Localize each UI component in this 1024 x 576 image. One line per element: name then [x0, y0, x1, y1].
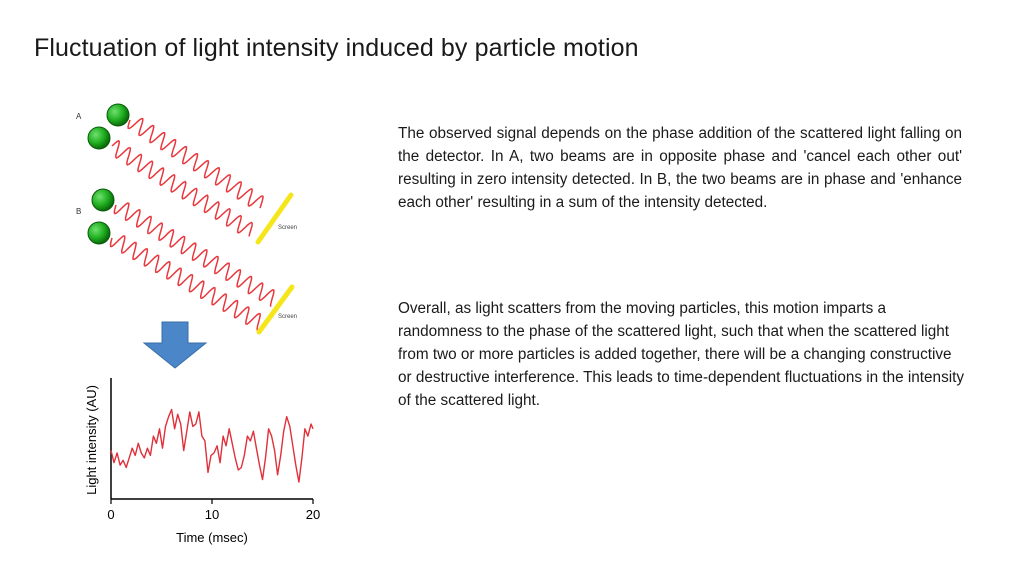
particle-b2	[88, 222, 110, 244]
x-tick-labels	[107, 507, 320, 522]
particle-a2	[88, 127, 110, 149]
x-tick-label: 0	[107, 507, 115, 522]
screen-label-a: Screen	[278, 225, 298, 231]
intensity-chart	[84, 378, 320, 545]
label-a: A	[76, 112, 82, 121]
label-b: B	[76, 207, 82, 216]
x-axis-label: Time (msec)	[176, 530, 248, 545]
down-arrow-icon	[144, 322, 206, 368]
particle-b1	[92, 189, 114, 211]
wave-b1	[114, 203, 274, 307]
screen-a	[258, 195, 291, 242]
explanation-paragraph-2: Overall, as light scatters from the moving particles, this motion imparts a randomness to the phase of the scattered light, such that when the scattered light from two or more particles is added together, there will be a changing constructive or destructive interference. This leads to time-dependent fluctuations in the intensity of the scattered light.	[398, 300, 965, 409]
x-tick-label: 20	[305, 507, 321, 522]
slide-title: Fluctuation of light intensity induced by particle motion	[34, 34, 639, 62]
screen-label-b: Screen	[278, 314, 298, 320]
x-tick-label: 10	[204, 507, 220, 522]
intensity-series-line	[111, 410, 313, 483]
particle-a1	[107, 104, 129, 126]
explanation-paragraph-1: The observed signal depends on the phase addition of the scattered light falling on the detector. In A, two beams are in opposite phase and 'cancel each other out' resulting in zero intensity detected. In B, the two beams are in phase and 'enhance each other' resulting in a sum of the intensity detected.	[398, 125, 962, 211]
screen-b	[259, 287, 292, 332]
scattered-light-waves	[111, 119, 274, 331]
y-axis-label: Light intensity (AU)	[84, 385, 99, 495]
